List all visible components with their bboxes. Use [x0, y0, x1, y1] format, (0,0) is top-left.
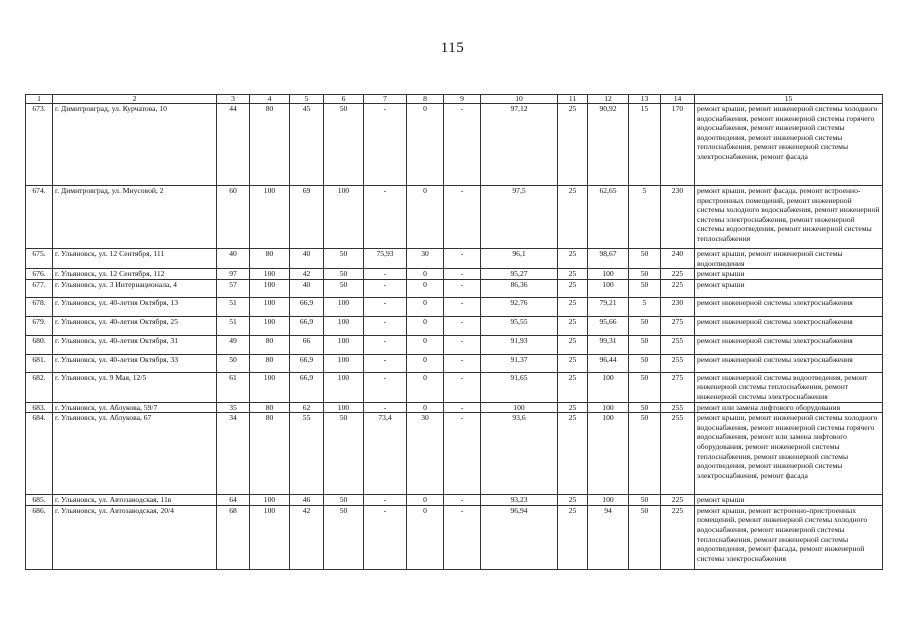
col-6-cell: 50 — [324, 104, 364, 186]
col-7-cell: - — [364, 505, 407, 569]
col-11-cell: 25 — [558, 402, 588, 413]
col-14-cell: 225 — [661, 269, 695, 280]
col-13-cell: 5 — [629, 297, 661, 316]
col-3-cell: 40 — [217, 249, 250, 269]
table-row — [26, 335, 883, 354]
col-3-cell: 57 — [217, 279, 250, 297]
row-number-cell: 678. — [26, 297, 53, 316]
col-12-cell: 95,66 — [588, 316, 629, 335]
row-number-cell: 681. — [26, 354, 53, 372]
col-6-cell: 100 — [324, 402, 364, 413]
table-row — [26, 402, 883, 413]
col-4-cell: 80 — [250, 249, 290, 269]
col-5-cell: 66 — [290, 335, 324, 354]
col-10-cell: 100 — [481, 402, 558, 413]
col-14-cell: 255 — [661, 354, 695, 372]
row-number-cell: 682. — [26, 372, 53, 402]
col-9-cell: - — [444, 104, 481, 186]
col-14-cell: 170 — [661, 104, 695, 186]
works-list-cell: ремонт крыши — [695, 495, 883, 506]
row-number-cell: 673. — [26, 104, 53, 186]
col-7-cell: - — [364, 402, 407, 413]
col-14-cell: 275 — [661, 372, 695, 402]
col-7-cell: - — [364, 279, 407, 297]
col-4-cell: 80 — [250, 104, 290, 186]
col-3-cell: 51 — [217, 316, 250, 335]
table-row — [26, 279, 883, 297]
col-12-cell: 79,21 — [588, 297, 629, 316]
column-header: 14 — [661, 95, 695, 104]
col-9-cell: - — [444, 269, 481, 280]
address-cell: г. Ульяновск, ул. Автозаводская, 11в — [53, 495, 217, 506]
address-cell: г. Ульяновск, ул. Аблукова, 67 — [53, 413, 217, 495]
col-12-cell: 100 — [588, 495, 629, 506]
row-number-cell: 675. — [26, 249, 53, 269]
works-list-cell: ремонт крыши, ремонт инженерной системы холодного водоснабжения, ремонт инженерной системы горячего водоснабжения, ремонт инженерной системы водоотведения, ремонт инженерной системы теплоснабжения, ремонт инженерной системы электроснабжения, ремонт фасада — [695, 104, 883, 186]
col-11-cell: 25 — [558, 279, 588, 297]
col-11-cell: 25 — [558, 104, 588, 186]
column-header: 4 — [250, 95, 290, 104]
col-5-cell: 42 — [290, 505, 324, 569]
works-list-cell: ремонт инженерной системы электроснабжения — [695, 354, 883, 372]
col-9-cell: - — [444, 279, 481, 297]
col-11-cell: 25 — [558, 316, 588, 335]
col-5-cell: 46 — [290, 495, 324, 506]
table-body — [26, 104, 883, 570]
col-4-cell: 100 — [250, 186, 290, 249]
col-3-cell: 61 — [217, 372, 250, 402]
table-row — [26, 372, 883, 402]
col-8-cell: 0 — [407, 297, 444, 316]
col-10-cell: 97,5 — [481, 186, 558, 249]
column-header: 5 — [290, 95, 324, 104]
col-6-cell: 50 — [324, 249, 364, 269]
col-3-cell: 50 — [217, 354, 250, 372]
works-list-cell: ремонт крыши, ремонт инженерной системы холодного водоснабжения, ремонт инженерной системы горячего водоснабжения, ремонт или замена лифтового оборудования, ремонт инженерной системы теплоснабжения, ремонт инженерной системы водоотведения, ремонт инженерной системы электроснабжения, ремонт фасада — [695, 413, 883, 495]
col-4-cell: 80 — [250, 354, 290, 372]
page-number: 115 — [440, 40, 465, 56]
col-4-cell: 100 — [250, 316, 290, 335]
row-number-cell: 674. — [26, 186, 53, 249]
col-13-cell: 50 — [629, 269, 661, 280]
col-6-cell: 50 — [324, 413, 364, 495]
col-5-cell: 40 — [290, 249, 324, 269]
col-13-cell: 50 — [629, 354, 661, 372]
col-10-cell: 91,37 — [481, 354, 558, 372]
table-row — [26, 269, 883, 280]
col-7-cell: - — [364, 354, 407, 372]
col-10-cell: 97,12 — [481, 104, 558, 186]
col-14-cell: 255 — [661, 402, 695, 413]
column-header: 11 — [558, 95, 588, 104]
col-7-cell: - — [364, 269, 407, 280]
row-number-cell: 676. — [26, 269, 53, 280]
col-8-cell: 0 — [407, 505, 444, 569]
col-12-cell: 99,31 — [588, 335, 629, 354]
col-13-cell: 50 — [629, 335, 661, 354]
col-9-cell: - — [444, 402, 481, 413]
table-row — [26, 104, 883, 186]
row-number-cell: 686. — [26, 505, 53, 569]
col-8-cell: 0 — [407, 335, 444, 354]
col-9-cell: - — [444, 316, 481, 335]
works-list-cell: ремонт инженерной системы водоотведения, ремонт инженерной системы теплоснабжения, ремонт инженерной системы электроснабжения — [695, 372, 883, 402]
column-header: 8 — [407, 95, 444, 104]
col-3-cell: 35 — [217, 402, 250, 413]
col-12-cell: 100 — [588, 269, 629, 280]
col-5-cell: 40 — [290, 279, 324, 297]
table-row — [26, 495, 883, 506]
col-13-cell: 50 — [629, 413, 661, 495]
col-11-cell: 25 — [558, 354, 588, 372]
col-7-cell: - — [364, 335, 407, 354]
col-6-cell: 100 — [324, 372, 364, 402]
column-header: 7 — [364, 95, 407, 104]
column-header: 12 — [588, 95, 629, 104]
works-list-cell: ремонт крыши, ремонт встроенно-пристроенных помещений, ремонт инженерной системы холодного водоснабжения, ремонт инженерной системы теплоснабжения, ремонт инженерной системы водоотведения, ремонт фасада, ремонт инженерной системы электроснабжения — [695, 505, 883, 569]
col-12-cell: 90,92 — [588, 104, 629, 186]
address-cell: г. Димитровград, ул. Миусовой, 2 — [53, 186, 217, 249]
col-8-cell: 0 — [407, 186, 444, 249]
col-13-cell: 50 — [629, 495, 661, 506]
col-8-cell: 0 — [407, 372, 444, 402]
col-4-cell: 80 — [250, 413, 290, 495]
col-12-cell: 96,44 — [588, 354, 629, 372]
col-10-cell: 92,76 — [481, 297, 558, 316]
col-8-cell: 30 — [407, 413, 444, 495]
table-row — [26, 413, 883, 495]
col-12-cell: 100 — [588, 402, 629, 413]
col-8-cell: 0 — [407, 269, 444, 280]
col-7-cell: - — [364, 316, 407, 335]
col-13-cell: 5 — [629, 186, 661, 249]
repair-register-table — [25, 94, 883, 570]
col-8-cell: 0 — [407, 316, 444, 335]
works-list-cell: ремонт или замена лифтового оборудования — [695, 402, 883, 413]
col-12-cell: 98,67 — [588, 249, 629, 269]
col-4-cell: 100 — [250, 269, 290, 280]
col-11-cell: 25 — [558, 335, 588, 354]
col-6-cell: 50 — [324, 495, 364, 506]
col-11-cell: 25 — [558, 413, 588, 495]
col-6-cell: 50 — [324, 505, 364, 569]
address-cell: г. Ульяновск, ул. Автозаводская, 20/4 — [53, 505, 217, 569]
col-14-cell: 230 — [661, 186, 695, 249]
col-4-cell: 100 — [250, 505, 290, 569]
table-row — [26, 354, 883, 372]
col-10-cell: 93,23 — [481, 495, 558, 506]
col-14-cell: 275 — [661, 316, 695, 335]
col-3-cell: 60 — [217, 186, 250, 249]
col-3-cell: 68 — [217, 505, 250, 569]
col-13-cell: 50 — [629, 249, 661, 269]
col-13-cell: 15 — [629, 104, 661, 186]
col-9-cell: - — [444, 354, 481, 372]
col-13-cell: 50 — [629, 279, 661, 297]
address-cell: г. Ульяновск, ул. 3 Интернационала, 4 — [53, 279, 217, 297]
col-4-cell: 80 — [250, 402, 290, 413]
col-6-cell: 100 — [324, 316, 364, 335]
table-header — [26, 95, 883, 104]
col-4-cell: 100 — [250, 372, 290, 402]
column-header: 1 — [26, 95, 53, 104]
col-9-cell: - — [444, 495, 481, 506]
column-header: 15 — [695, 95, 883, 104]
table-row — [26, 249, 883, 269]
col-14-cell: 240 — [661, 249, 695, 269]
col-8-cell: 0 — [407, 104, 444, 186]
col-13-cell: 50 — [629, 316, 661, 335]
col-11-cell: 25 — [558, 269, 588, 280]
col-4-cell: 80 — [250, 335, 290, 354]
col-7-cell: - — [364, 186, 407, 249]
col-3-cell: 34 — [217, 413, 250, 495]
col-8-cell: 0 — [407, 402, 444, 413]
col-5-cell: 42 — [290, 269, 324, 280]
col-3-cell: 97 — [217, 269, 250, 280]
works-list-cell: ремонт крыши — [695, 279, 883, 297]
col-6-cell: 50 — [324, 269, 364, 280]
col-3-cell: 44 — [217, 104, 250, 186]
row-number-cell: 684. — [26, 413, 53, 495]
col-12-cell: 100 — [588, 372, 629, 402]
col-9-cell: - — [444, 297, 481, 316]
col-4-cell: 100 — [250, 297, 290, 316]
table-row — [26, 297, 883, 316]
address-cell: г. Ульяновск, ул. 9 Мая, 12/5 — [53, 372, 217, 402]
col-6-cell: 50 — [324, 279, 364, 297]
col-6-cell: 100 — [324, 297, 364, 316]
col-9-cell: - — [444, 186, 481, 249]
col-10-cell: 86,36 — [481, 279, 558, 297]
col-9-cell: - — [444, 249, 481, 269]
row-number-cell: 685. — [26, 495, 53, 506]
col-12-cell: 100 — [588, 279, 629, 297]
row-number-cell: 680. — [26, 335, 53, 354]
col-9-cell: - — [444, 335, 481, 354]
col-11-cell: 25 — [558, 297, 588, 316]
column-header: 2 — [53, 95, 217, 104]
col-9-cell: - — [444, 372, 481, 402]
col-8-cell: 0 — [407, 354, 444, 372]
col-5-cell: 66,9 — [290, 297, 324, 316]
col-7-cell: 75,93 — [364, 249, 407, 269]
col-7-cell: - — [364, 495, 407, 506]
col-10-cell: 95,55 — [481, 316, 558, 335]
col-4-cell: 100 — [250, 495, 290, 506]
col-11-cell: 25 — [558, 505, 588, 569]
col-8-cell: 30 — [407, 249, 444, 269]
col-12-cell: 100 — [588, 413, 629, 495]
col-11-cell: 25 — [558, 372, 588, 402]
address-cell: г. Ульяновск, ул. 40-летия Октября, 33 — [53, 354, 217, 372]
column-header: 10 — [481, 95, 558, 104]
table-row — [26, 186, 883, 249]
col-10-cell: 96,1 — [481, 249, 558, 269]
table-row — [26, 316, 883, 335]
col-6-cell: 100 — [324, 186, 364, 249]
column-header: 9 — [444, 95, 481, 104]
address-cell: г. Ульяновск, ул. 40-летия Октября, 25 — [53, 316, 217, 335]
address-cell: г. Ульяновск, ул. 40-летия Октября, 13 — [53, 297, 217, 316]
col-6-cell: 100 — [324, 335, 364, 354]
col-9-cell: - — [444, 413, 481, 495]
col-11-cell: 25 — [558, 495, 588, 506]
col-14-cell: 225 — [661, 279, 695, 297]
table-row — [26, 505, 883, 569]
works-list-cell: ремонт крыши, ремонт инженерной системы водоотведения — [695, 249, 883, 269]
col-14-cell: 255 — [661, 335, 695, 354]
col-14-cell: 225 — [661, 505, 695, 569]
col-5-cell: 45 — [290, 104, 324, 186]
address-cell: г. Ульяновск, ул. 12 Сентября, 112 — [53, 269, 217, 280]
col-12-cell: 94 — [588, 505, 629, 569]
row-number-cell: 679. — [26, 316, 53, 335]
works-list-cell: ремонт инженерной системы электроснабжения — [695, 335, 883, 354]
col-14-cell: 255 — [661, 413, 695, 495]
col-10-cell: 93,6 — [481, 413, 558, 495]
column-header: 13 — [629, 95, 661, 104]
col-13-cell: 50 — [629, 505, 661, 569]
works-list-cell: ремонт крыши, ремонт фасада, ремонт встроенно-пристроенных помещений, ремонт инженерной системы холодного водоснабжения, ремонт инженерной системы электроснабжения, ремонт инженерной системы водоотведения, ремонт инженерной системы теплоснабжения — [695, 186, 883, 249]
works-list-cell: ремонт инженерной системы электроснабжения — [695, 316, 883, 335]
column-header: 3 — [217, 95, 250, 104]
col-3-cell: 51 — [217, 297, 250, 316]
col-7-cell: - — [364, 297, 407, 316]
col-13-cell: 50 — [629, 372, 661, 402]
row-number-cell: 677. — [26, 279, 53, 297]
address-cell: г. Димитровград, ул. Курчатова, 10 — [53, 104, 217, 186]
col-5-cell: 69 — [290, 186, 324, 249]
col-7-cell: 73,4 — [364, 413, 407, 495]
col-14-cell: 225 — [661, 495, 695, 506]
address-cell: г. Ульяновск, ул. 40-летия Октября, 31 — [53, 335, 217, 354]
col-11-cell: 25 — [558, 186, 588, 249]
row-number-cell: 683. — [26, 402, 53, 413]
col-9-cell: - — [444, 505, 481, 569]
column-number-row — [26, 95, 883, 104]
address-cell: г. Ульяновск, ул. Аблукова, 59/7 — [53, 402, 217, 413]
col-5-cell: 55 — [290, 413, 324, 495]
col-5-cell: 66,9 — [290, 316, 324, 335]
col-10-cell: 95,27 — [481, 269, 558, 280]
col-7-cell: - — [364, 104, 407, 186]
col-8-cell: 0 — [407, 279, 444, 297]
col-3-cell: 64 — [217, 495, 250, 506]
col-3-cell: 49 — [217, 335, 250, 354]
works-list-cell: ремонт инженерной системы электроснабжения — [695, 297, 883, 316]
col-5-cell: 66,9 — [290, 372, 324, 402]
works-list-cell: ремонт крыши — [695, 269, 883, 280]
col-14-cell: 230 — [661, 297, 695, 316]
col-7-cell: - — [364, 372, 407, 402]
col-6-cell: 100 — [324, 354, 364, 372]
col-4-cell: 100 — [250, 279, 290, 297]
col-12-cell: 62,65 — [588, 186, 629, 249]
col-11-cell: 25 — [558, 249, 588, 269]
address-cell: г. Ульяновск, ул. 12 Сентября, 111 — [53, 249, 217, 269]
col-13-cell: 50 — [629, 402, 661, 413]
col-8-cell: 0 — [407, 495, 444, 506]
col-5-cell: 62 — [290, 402, 324, 413]
col-5-cell: 66,9 — [290, 354, 324, 372]
column-header: 6 — [324, 95, 364, 104]
col-10-cell: 91,93 — [481, 335, 558, 354]
col-10-cell: 96,94 — [481, 505, 558, 569]
col-10-cell: 91,65 — [481, 372, 558, 402]
